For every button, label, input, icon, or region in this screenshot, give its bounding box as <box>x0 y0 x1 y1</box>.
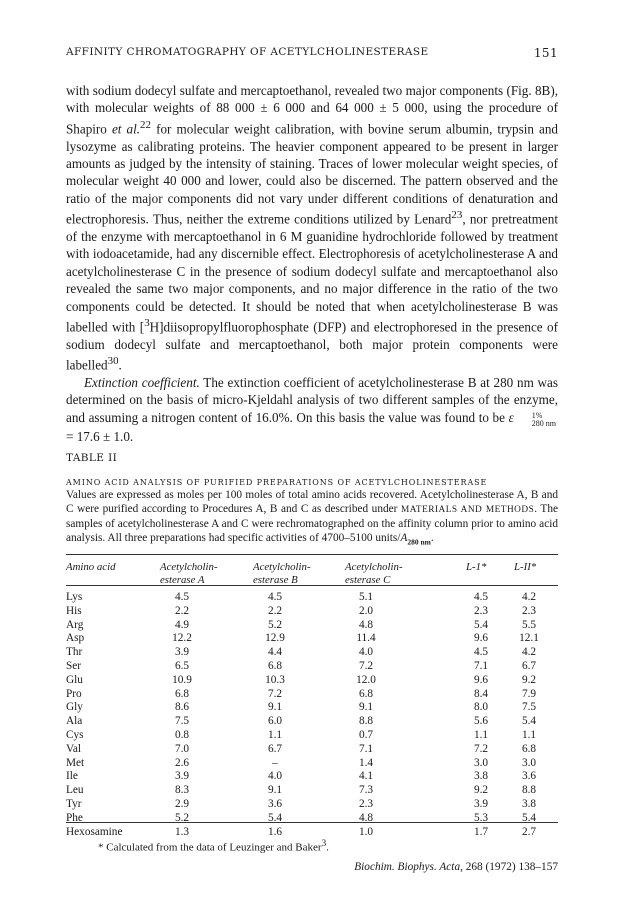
table-cell: 6.5 <box>174 659 190 672</box>
table-cell: Arg <box>66 618 84 631</box>
small-caps-text: MATERIALS AND METHODS <box>400 505 535 515</box>
column-header-esterase-c <box>345 561 403 587</box>
table-cell: 11.4 <box>356 632 376 645</box>
table-cell: 4.9 <box>174 618 190 631</box>
journal-name: Biochim. Biophys. Acta, <box>354 861 463 873</box>
column-header-l-ii: L-II* <box>514 561 537 573</box>
table-cell: 9.1 <box>358 701 374 714</box>
absorbance-subscript: 280 nm <box>407 537 431 547</box>
table-cell: Glu <box>66 673 83 686</box>
table-cell: 9.1 <box>267 784 283 797</box>
text-run: * Calculated from the data of Leuzinger and Baker <box>98 841 322 854</box>
body-text <box>66 82 558 445</box>
paragraph-extinction-coefficient <box>66 374 558 445</box>
table-cell: 2.9 <box>174 797 190 810</box>
header-line: esterase B <box>253 574 298 586</box>
table-cell: 10.9 <box>172 673 192 686</box>
epsilon-symbol: ε <box>508 409 514 425</box>
header-line: esterase C <box>345 574 391 586</box>
table-cell: 2.2 <box>174 604 190 617</box>
table-cell: 4.8 <box>358 811 374 824</box>
table-cell: 5.5 <box>521 618 537 631</box>
table-cell: 1.1 <box>521 728 537 741</box>
table-cell: 5.2 <box>267 618 283 631</box>
header-line: esterase A <box>160 574 205 586</box>
table-cell: Asp <box>66 632 85 645</box>
table-cell: 5.4 <box>521 715 537 728</box>
table-header-rule <box>66 585 558 586</box>
table-cell: 6.8 <box>521 742 537 755</box>
table-cell: 0.8 <box>174 728 190 741</box>
amino-acid-column <box>66 591 122 839</box>
table-cell: 4.8 <box>358 618 374 631</box>
table-cell: 5.3 <box>473 811 489 824</box>
table-cell: 9.6 <box>473 632 489 645</box>
table-cell: 2.0 <box>358 604 374 617</box>
table-cell: 5.1 <box>358 591 374 603</box>
table-cell: 1.7 <box>473 825 489 838</box>
section-run-in-heading: Extinction coefficient. <box>84 375 200 390</box>
text-run: . <box>430 532 434 544</box>
table-title: AMINO ACID ANALYSIS OF PURIFIED PREPARATIONS OF ACETYLCHOLINESTERASE <box>66 478 488 487</box>
table-cell: 5.4 <box>473 618 489 631</box>
table-cell: Ala <box>66 715 83 728</box>
text-run: The extinction coefficient of acetylcholinesterase B at 280 nm was determined on the basis of micro-Kjeldahl analysis of two different samples of the enzyme, and assuming a nitrogen content of 16.0%. On this basis the value was found to be <box>66 375 558 425</box>
table-bottom-rule <box>66 822 558 823</box>
table-cell: 3.9 <box>174 646 190 659</box>
running-head-title: AFFINITY CHROMATOGRAPHY OF ACETYLCHOLINESTERASE <box>66 46 429 58</box>
esterase-b-column <box>256 591 294 839</box>
isotope-superscript: 3 <box>144 317 150 330</box>
table-cell: 5.6 <box>473 715 489 728</box>
table-cell: 5.2 <box>174 811 190 824</box>
table-cell: 6.8 <box>358 687 374 700</box>
text-run: Values are expressed as moles per 100 moles of total amino acids recovered. Acetylcholinesterase A, B and C were purified according to Procedures A, B and C as described under <box>66 489 558 515</box>
table-cell: 6.8 <box>174 687 190 700</box>
table-cell: Leu <box>66 784 84 797</box>
table-footnote <box>98 838 329 854</box>
l-ii-column <box>512 591 546 839</box>
table-cell: 1.0 <box>358 825 374 838</box>
text-run: H]diisopropylfluorophosphate (DFP) and electrophoresed in the presence of sodium dodecyl sulfate and mercaptoethanol, both major protein components were labelled <box>66 319 558 373</box>
epsilon-subscript: 280 nm <box>531 418 556 428</box>
table-cell: 4.0 <box>267 770 283 783</box>
table-top-rule <box>66 554 558 555</box>
table-cell: 3.0 <box>521 756 537 769</box>
table-cell: Gly <box>66 701 83 714</box>
table-cell: 8.4 <box>473 687 489 700</box>
table-cell: 9.2 <box>521 673 537 686</box>
header-line: Acetylcholin- <box>345 561 403 573</box>
text-run: . <box>326 841 329 854</box>
table-cell: Thr <box>66 646 83 659</box>
header-line: Acetylcholin- <box>253 561 311 573</box>
table-cell: 3.6 <box>521 770 537 783</box>
table-cell: 4.1 <box>358 770 374 783</box>
table-cell: 2.7 <box>521 825 537 838</box>
esterase-a-column <box>163 591 201 839</box>
column-header-l-1: L-1* <box>466 561 487 573</box>
table-cell: 9.1 <box>267 701 283 714</box>
table-cell: 4.5 <box>473 646 489 659</box>
table-cell: 2.2 <box>267 604 283 617</box>
table-cell: 4.2 <box>521 646 537 659</box>
table-cell: 1.1 <box>473 728 489 741</box>
table-cell: 3.6 <box>267 797 283 810</box>
table-cell: 7.0 <box>174 742 190 755</box>
column-header-amino-acid: Amino acid <box>66 561 116 573</box>
et-al-italic: et al. <box>111 121 141 137</box>
table-cell: 4.5 <box>473 591 489 603</box>
reference-superscript: 3 <box>321 838 327 848</box>
text-run: for molecular weight calibration, with bovine serum albumin, trypsin and lysozyme as calibrating proteins. The heavier component appeared to be present in larger amounts as judged by the intensity of staining. Traces of lower molecular weight species, of molecular weight 40 000 and lower, could also be discerned. The pattern observed and the ratio of the major components did not vary under different conditions of denaturation and electrophoresis. Thus, neither the extreme conditions utilized by Lenard <box>66 121 558 227</box>
table-cell: 12.0 <box>356 673 376 686</box>
table-cell: 3.8 <box>521 797 537 810</box>
table-cell: 8.3 <box>174 784 190 797</box>
table-cell: 2.6 <box>174 756 190 769</box>
table-caption <box>66 488 558 549</box>
table-cell: 4.5 <box>174 591 190 603</box>
l-1-column <box>465 591 497 839</box>
text-run: . <box>118 357 122 373</box>
table-cell: Ser <box>66 659 82 672</box>
table-cell: 2.3 <box>521 604 537 617</box>
absorbance-symbol: A <box>400 532 408 544</box>
epsilon-scripts <box>514 412 556 428</box>
text-run: . The samples of acetylcholinesterase A and C were rechromatographed on the affinity column prior to amino acid analysis. All three preparations had specific activities of 4700–5100 units/ <box>66 503 558 544</box>
table-cell: 7.1 <box>473 659 489 672</box>
table-cell: 4.2 <box>521 591 537 603</box>
table-cell: 7.2 <box>473 742 489 755</box>
table-cell: 2.3 <box>358 797 374 810</box>
table-label: TABLE II <box>66 452 118 464</box>
running-head <box>66 46 558 62</box>
journal-citation <box>354 861 558 873</box>
table-cell: Hexosamine <box>66 825 123 838</box>
table-cell: 5.4 <box>521 811 537 824</box>
table-cell: 10.3 <box>265 673 285 686</box>
table-cell: 6.0 <box>267 715 283 728</box>
table-cell: 8.6 <box>174 701 190 714</box>
table-cell: 1.4 <box>358 756 374 769</box>
table-cell: 1.1 <box>267 728 283 741</box>
table-cell: 7.5 <box>521 701 537 714</box>
table-cell: 7.5 <box>174 715 190 728</box>
table-cell: Ile <box>66 770 78 783</box>
column-header-esterase-a <box>160 561 218 587</box>
text-run: , nor pretreatment of the enzyme with mercaptoethanol in 6 M guanidine hydrochloride followed by treatment with iodoacetamide, had any discernible effect. Electrophoresis of acetylcholinesterase A and acetylcholinesterase C in the presence of sodium dodecyl sulfate and mercaptoethanol also revealed the same two major components, and no major difference in the ratio of the two components could be detected. It should be noted that when acetylcholinesterase B was labelled with [ <box>66 211 558 335</box>
table-cell: Tyr <box>66 797 82 810</box>
table-cell: 6.7 <box>267 742 283 755</box>
page-number: 151 <box>533 46 558 60</box>
reference-superscript: 22 <box>140 118 151 131</box>
reference-superscript: 30 <box>107 355 119 368</box>
text-run: = 17.6 ± 1.0. <box>66 428 134 444</box>
epsilon-superscript: 1% <box>531 410 543 420</box>
table-cell: 8.8 <box>521 784 537 797</box>
table-cell: His <box>66 604 82 617</box>
table-cell: 7.1 <box>358 742 374 755</box>
table-cell: Phe <box>66 811 83 824</box>
table-cell: 12.9 <box>265 632 285 645</box>
table-cell: 2.3 <box>473 604 489 617</box>
column-header-esterase-b <box>253 561 311 587</box>
table-cell: 12.1 <box>519 632 539 645</box>
table-cell: 1.6 <box>267 825 283 838</box>
table-cell: Met <box>66 756 85 769</box>
table-cell: 4.4 <box>267 646 283 659</box>
table-cell: – <box>272 756 278 769</box>
header-line: Acetylcholin- <box>160 561 218 573</box>
table-cell: 12.2 <box>172 632 192 645</box>
table-cell: 9.2 <box>473 784 489 797</box>
table-cell: 7.2 <box>267 687 283 700</box>
table-cell: Lys <box>66 591 83 603</box>
table-cell: 5.4 <box>267 811 283 824</box>
table-cell: 0.7 <box>358 728 374 741</box>
table-cell: 7.2 <box>358 659 374 672</box>
table-cell: 4.0 <box>358 646 374 659</box>
volume-pages: 268 (1972) 138–157 <box>462 861 558 873</box>
paragraph-electrophoresis <box>66 82 558 374</box>
table-cell: 6.8 <box>267 659 283 672</box>
text-run: with sodium dodecyl sulfate and mercaptoethanol, revealed two major components (Fig. 8B), with molecular weights of 88 000 ± 6 000 and 64 000 ± 5 000, using the procedure of Shapiro <box>66 83 558 137</box>
table-cell: 3.0 <box>473 756 489 769</box>
table-cell: 3.9 <box>473 797 489 810</box>
table-cell: 9.6 <box>473 673 489 686</box>
table-cell: 8.8 <box>358 715 374 728</box>
table-cell: 6.7 <box>521 659 537 672</box>
table-cell: 1.3 <box>174 825 190 838</box>
esterase-c-column <box>347 591 385 839</box>
table-cell: 8.0 <box>473 701 489 714</box>
table-cell: 4.5 <box>267 591 283 603</box>
table-cell: 3.9 <box>174 770 190 783</box>
table-cell: 7.9 <box>521 687 537 700</box>
table-cell: 7.3 <box>358 784 374 797</box>
reference-superscript: 23 <box>451 209 463 222</box>
table-cell: Pro <box>66 687 82 700</box>
table-cell: Val <box>66 742 82 755</box>
table-cell: 3.8 <box>473 770 489 783</box>
table-cell: Cys <box>66 728 84 741</box>
